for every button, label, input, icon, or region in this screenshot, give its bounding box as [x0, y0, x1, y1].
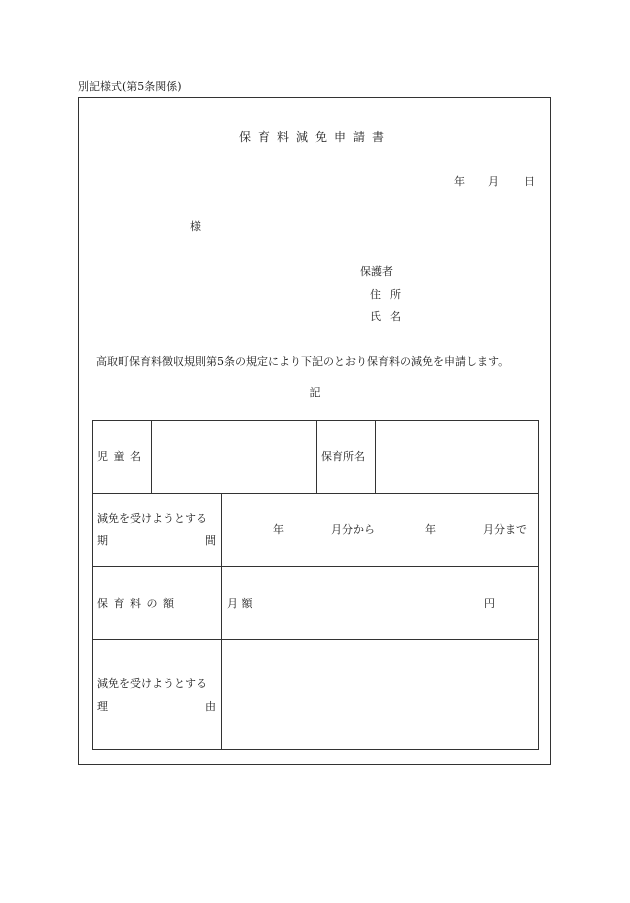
date-day-label: 日: [524, 175, 535, 188]
reason-label-line2-right: 由: [205, 700, 216, 713]
nursery-name-label: 保育所名: [321, 450, 365, 463]
date-month-label: 月: [488, 175, 499, 188]
period-year-to: 年: [425, 523, 436, 536]
column-divider: [151, 421, 152, 493]
period-month-to: 月分まで: [483, 523, 527, 536]
row-divider: [93, 566, 538, 567]
guardian-label: 保護者: [360, 265, 393, 278]
child-name-label: 児 童 名: [97, 450, 142, 463]
column-divider: [316, 421, 317, 493]
nursery-name-field[interactable]: [381, 423, 533, 491]
name-label: 氏名: [370, 310, 410, 323]
row-divider: [93, 639, 538, 640]
row-divider: [93, 493, 538, 494]
ki-heading: 記: [309, 386, 321, 399]
reason-field[interactable]: [227, 643, 535, 745]
period-label-line1: 減免を受けようとする: [97, 512, 207, 525]
application-table: [92, 420, 539, 750]
fee-label: 保 育 料 の 額: [97, 597, 175, 610]
reason-label-line2-left: 理: [97, 700, 108, 713]
monthly-amount-label: 月 額: [227, 597, 253, 610]
application-statement: 高取町保育料徴収規則第5条の規定により下記のとおり保育料の減免を申請します。: [96, 355, 510, 368]
reason-label-line1: 減免を受けようとする: [97, 677, 207, 690]
column-divider: [221, 493, 222, 750]
addressee-suffix: 様: [190, 220, 201, 233]
form-note: 別記様式(第5条関係): [78, 80, 182, 93]
child-name-field[interactable]: [157, 423, 313, 491]
column-divider: [375, 421, 376, 493]
yen-label: 円: [484, 597, 495, 610]
form-title: 保育料減免申請書: [238, 130, 391, 144]
period-label-line2-right: 間: [205, 534, 216, 547]
period-year-from: 年: [273, 523, 284, 536]
period-label-line2-left: 期: [97, 534, 108, 547]
address-label: 住所: [370, 288, 410, 301]
date-year-label: 年: [454, 175, 465, 188]
period-month-from: 月分から: [331, 523, 375, 536]
